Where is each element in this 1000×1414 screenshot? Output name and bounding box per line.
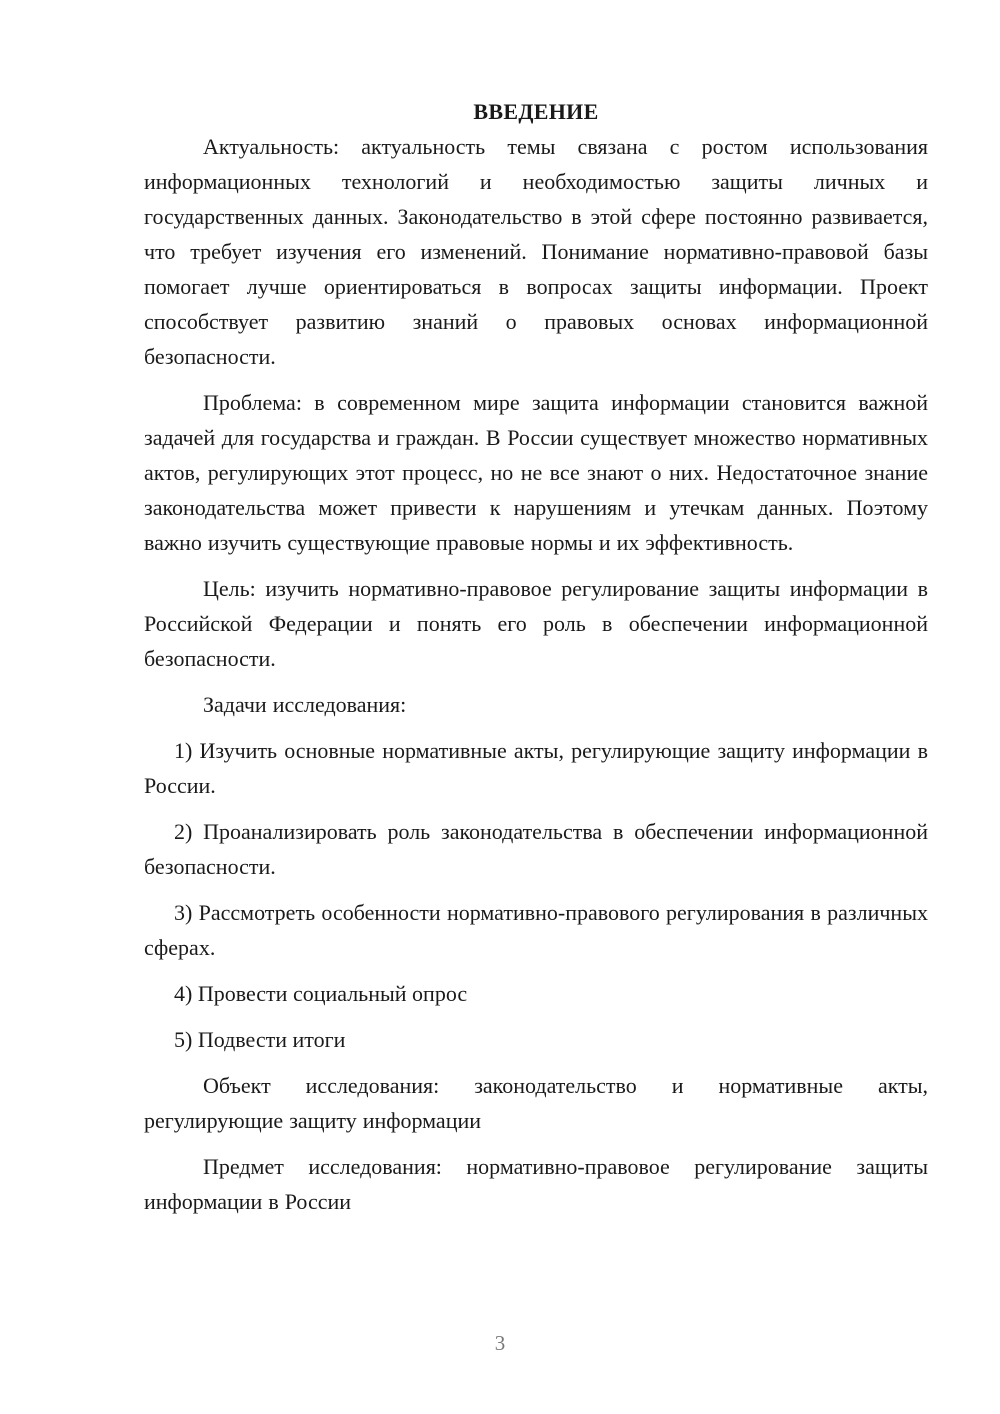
paragraph-object: Объект исследования: законодательство и нормативные акты, регулирующие защиту информации <box>144 1073 928 1133</box>
document-page <box>144 94 928 1230</box>
tasks-heading: Задачи исследования: <box>203 692 407 717</box>
task-item-5: 5) Подвести итоги <box>174 1027 346 1052</box>
task-item-4: 4) Провести социальный опрос <box>174 981 468 1006</box>
document-title: ВВЕДЕНИЕ <box>473 99 599 124</box>
task-item-3: 3) Рассмотреть особенности нормативно-правового регулирования в различных сферах. <box>144 900 928 960</box>
page-number: 3 <box>494 1331 506 1355</box>
paragraph-subject: Предмет исследования: нормативно-правовое регулирование защиты информации в России <box>144 1154 928 1214</box>
paragraph-relevance: Актуальность: актуальность темы связана с ростом использования информационных технологий и необходимостью защиты личных и государственных данных. Законодательство в этой сфере постоянно развивается, что требует изучения его изменений. Понимание нормативно-правовой базы помогает лучше ориентироваться в вопросах защиты информации. Проект способствует развитию знаний о правовых основах информационной безопасности. <box>144 134 928 369</box>
paragraph-problem: Проблема: в современном мире защита информации становится важной задачей для государства и граждан. В России существует множество нормативных актов, регулирующих этот процесс, но не все знают о них. Недостаточное знание законодательства может привести к нарушениям и утечкам данных. Поэтому важно изучить существующие правовые нормы и их эффективность. <box>144 390 928 555</box>
task-item-2: 2) Проанализировать роль законодательства в обеспечении информационной безопасности. <box>144 819 928 879</box>
task-item-1: 1) Изучить основные нормативные акты, регулирующие защиту информации в России. <box>144 738 928 798</box>
paragraph-goal: Цель: изучить нормативно-правовое регулирование защиты информации в Российской Федерации и понять его роль в обеспечении информационной безопасности. <box>144 576 928 671</box>
